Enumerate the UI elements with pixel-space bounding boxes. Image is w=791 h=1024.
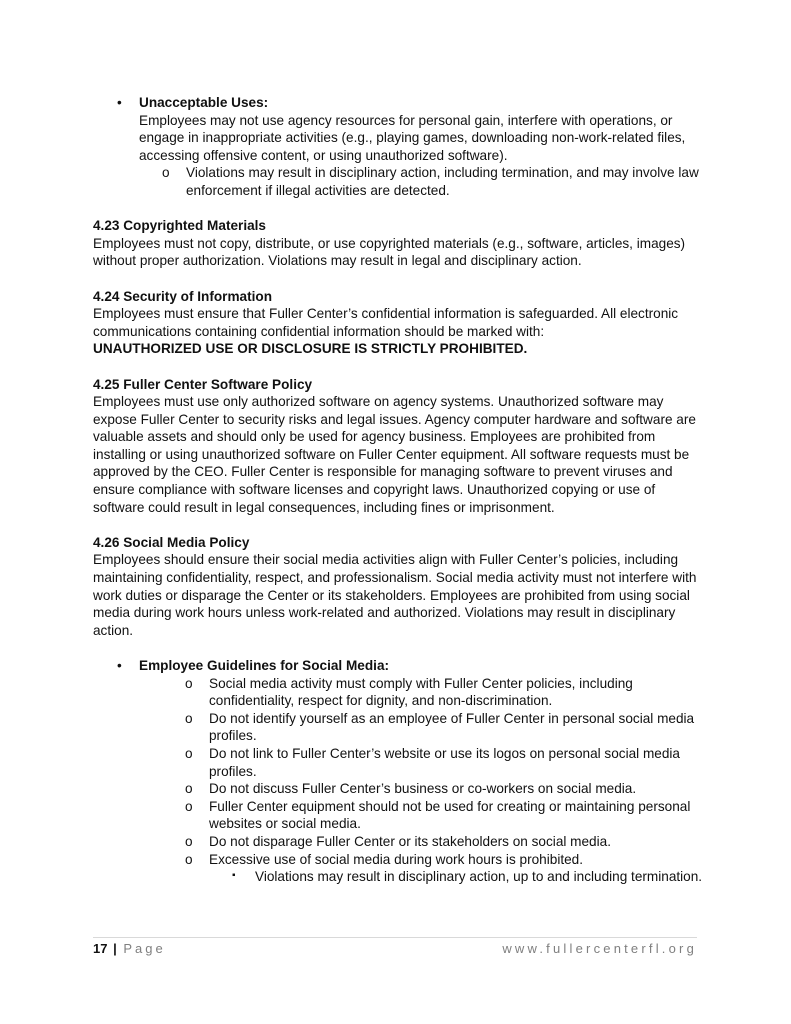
sub-bullet-marker: o [185,798,193,814]
unacceptable-uses-heading: Unacceptable Uses: [139,95,269,110]
bullet-marker: • [117,658,122,673]
sub-bullet-marker: o [185,710,193,726]
section-heading: 4.26 Social Media Policy [93,534,250,550]
unacceptable-uses-item [93,94,703,200]
sub-bullet-marker: o [185,675,193,691]
guidelines-heading: Employee Guidelines for Social Media: [139,658,390,673]
section-body: Employees must use only authorized software on agency systems. Unauthorized software may expose Fuller Center to security risks and legal issues. Agency computer hardware and software are valuable assets and should only be used for agency business. Employees are prohibited from installing or using unauthorized software on Fuller Center equipment. All software requests must be approved by the CEO. Fuller Center is responsible for managing software to prevent viruses and ensure compliance with software licenses and copyright laws. Unauthorized copying or use of software could result in legal consequences, including fines or imprisonment. [93,394,696,515]
guideline-text: Do not identify yourself as an employee of Fuller Center in personal social media profiles. [209,710,695,744]
section-heading: 4.23 Copyrighted Materials [93,218,266,234]
guideline-item [93,833,703,851]
confidentiality-notice: UNAUTHORIZED USE OR DISCLOSURE IS STRICTLY PROHIBITED. [93,341,528,357]
social-media-guidelines-list [93,657,703,886]
sub-bullet-marker: o [185,745,193,761]
document-page [93,94,703,886]
guideline-text: Do not disparage Fuller Center or its stakeholders on social media. [209,833,611,849]
guideline-text: Social media activity must comply with Fuller Center policies, including confidentiality, respect for dignity, and non-discrimination. [209,675,633,709]
bullet-marker: • [117,95,122,110]
guideline-text: Do not discuss Fuller Center’s business or co-workers on social media. [209,781,637,797]
section-body: Employees should ensure their social media activities align with Fuller Center’s policies, including maintaining confidentiality, respect, and professionalism. Social media activity must not interfere with work duties or disparage the Center or its stakeholders. Employees are prohibited from using social media during work hours unless work-related and authorized. Violations may result in disciplinary action. [93,552,697,638]
section-heading: 4.24 Security of Information [93,288,273,304]
page-footer [93,937,697,961]
unacceptable-uses-sub-item [139,164,703,199]
section-4-26 [93,534,703,640]
unacceptable-uses-list [93,94,703,200]
sub-bullet-marker: o [185,781,193,797]
square-bullet-marker: ▪ [232,870,236,882]
section-4-25 [93,376,703,517]
section-4-23 [93,217,703,270]
sub-bullet-marker: o [162,165,170,181]
guideline-text: Excessive use of social media during work hours is prohibited. [209,851,584,867]
section-body: Employees must ensure that Fuller Center’s confidential information is safeguarded. All electronic communications containing confidential information should be marked with: [93,306,679,339]
section-4-24 [93,288,703,358]
guideline-violation-item [93,868,703,886]
guideline-item [93,780,703,798]
page-separator: | [113,941,117,956]
website-url: www.fullercenterfl.org [502,941,697,956]
section-body: Employees must not copy, distribute, or use copyrighted materials (e.g., software, articles, images) without proper authorization. Violations may result in legal and disciplinary action. [93,235,686,269]
guideline-violation-text: Violations may result in disciplinary action, up to and including termination. [255,869,703,885]
guideline-item [93,710,703,745]
guideline-item [93,851,703,869]
sub-bullet-marker: o [185,833,193,849]
page-label: Page [123,941,166,956]
page-number: 17 [93,941,108,956]
unacceptable-uses-text: Employees may not use agency resources for personal gain, interfere with operations, or engage in inappropriate activities (e.g., playing games, downloading non-work-related files, accessing offensive content, or using unauthorized software). [139,112,686,163]
guideline-item [93,798,703,833]
guidelines-item [93,657,703,675]
unacceptable-uses-violation-text: Violations may result in disciplinary action, including termination, and may involve law enforcement if illegal activities are detected. [186,165,699,198]
sub-bullet-marker: o [185,851,193,867]
guideline-item [93,675,703,710]
guideline-item [93,745,703,780]
section-heading: 4.25 Fuller Center Software Policy [93,376,313,392]
guideline-text: Do not link to Fuller Center’s website or use its logos on personal social media profiles. [209,745,680,779]
guideline-text: Fuller Center equipment should not be used for creating or maintaining personal websites or social media. [209,798,691,832]
